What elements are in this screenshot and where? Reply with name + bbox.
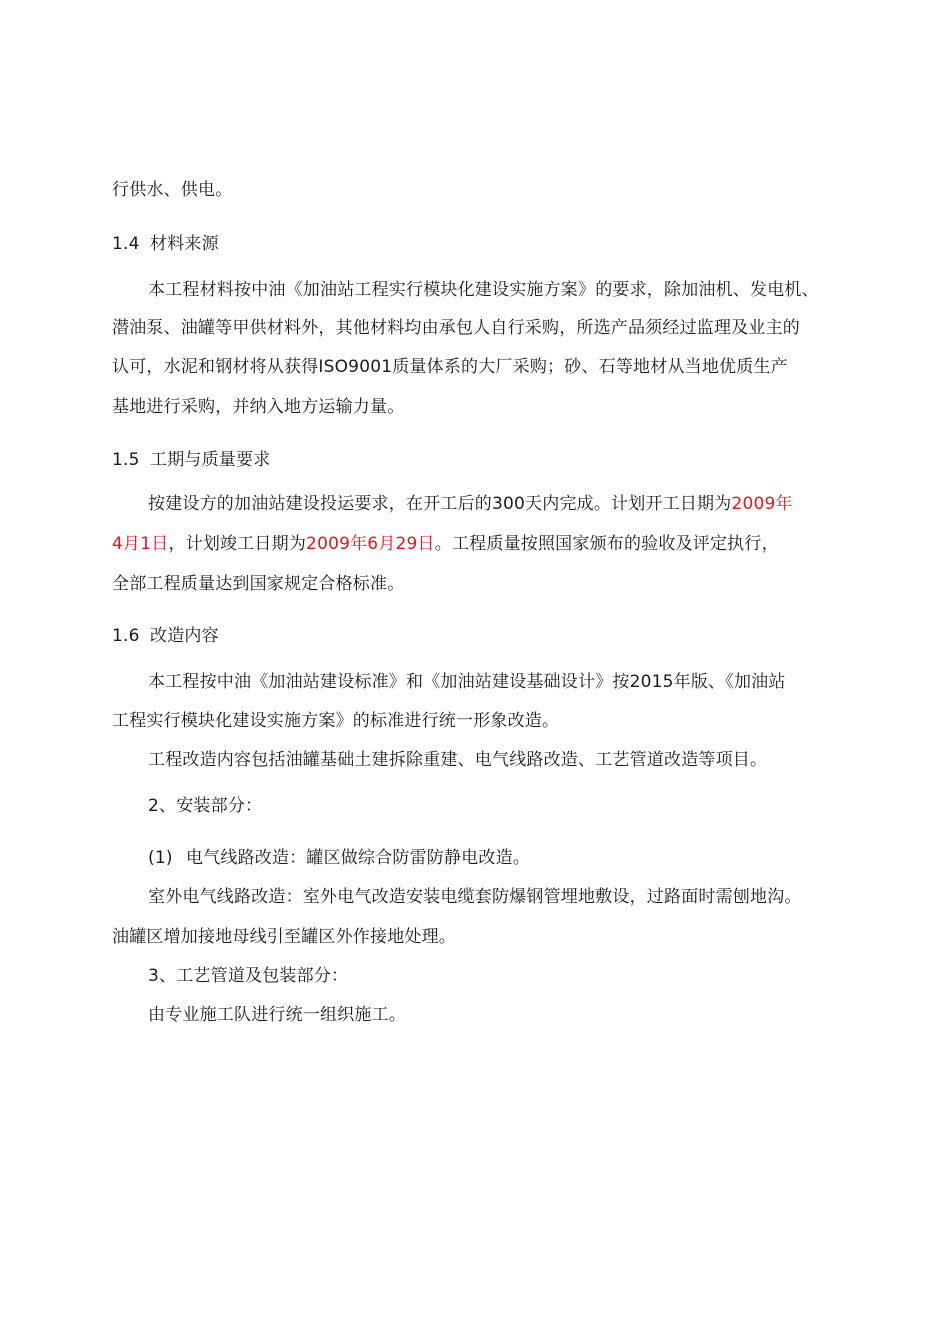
schedule-text: ，计划竣工日期为 <box>168 534 307 554</box>
paragraph-line: 油罐区增加接地母线引至罐区外作接地处理。 <box>112 927 456 947</box>
continued-paragraph: 行供水、供电。 <box>112 180 233 200</box>
paragraph-line: 本工程材料按中油《加油站工程实行模块化建设实施方案》的要求，除加油机、发电机、 <box>148 280 819 300</box>
schedule-text: 按建设方的加油站建设投运要求，在开工后的300天内完成。计划开工日期为 <box>148 494 732 514</box>
paragraph-line: 全部工程质量达到国家规定合格标准。 <box>112 574 405 594</box>
start-date-day: 4月1日 <box>112 534 169 554</box>
paragraph-line: 由专业施工队进行统一组织施工。 <box>148 1005 406 1025</box>
section-heading-1-6 <box>112 624 219 648</box>
paragraph-line <box>148 492 793 516</box>
subitem-text: 电气线路改造：罐区做综合防雷防静电改造。 <box>186 848 530 868</box>
paragraph-line: 工程实行模块化建设实施方案》的标准进行统一形象改造。 <box>112 711 560 731</box>
list-item-heading: 3、工艺管道及包装部分： <box>148 966 349 986</box>
list-item-heading: 2、安装部分： <box>148 796 263 816</box>
schedule-text: 。工程质量按照国家颁布的验收及评定执行， <box>434 534 779 554</box>
completion-date: 2009年6月29日 <box>306 534 435 554</box>
paragraph-line: 工程改造内容包括油罐基础土建拆除重建、电气线路改造、工艺管道改造等项目。 <box>148 750 768 770</box>
section-heading-1-5 <box>112 448 270 472</box>
section-heading-1-4 <box>112 232 219 256</box>
paragraph-line: 本工程按中油《加油站建设标准》和《加油站建设基础设计》按2015年版、《加油站 <box>148 672 786 692</box>
section-number: 1.6 <box>112 626 140 646</box>
paragraph-line <box>112 532 779 556</box>
section-number: 1.5 <box>112 450 140 470</box>
section-number: 1.4 <box>112 234 140 254</box>
start-date-year: 2009年 <box>731 494 793 514</box>
subitem-number: (1) <box>148 848 173 868</box>
paragraph-line: 室外电气线路改造：室外电气改造安装电缆套防爆钢管埋地敷设，过路面时需刨地沟。 <box>148 887 802 907</box>
list-subitem <box>148 846 530 870</box>
section-title: 改造内容 <box>150 626 219 646</box>
section-title: 工期与质量要求 <box>150 450 271 470</box>
paragraph-line: 基地进行采购，并纳入地方运输力量。 <box>112 397 405 417</box>
paragraph-line: 潜油泵、油罐等甲供材料外，其他材料均由承包人自行采购，所选产品须经过监理及业主的 <box>112 318 800 338</box>
paragraph-line: 认可，水泥和钢材将从获得ISO9001质量体系的大厂采购；砂、石等地材从当地优质生产 <box>112 357 788 377</box>
section-title: 材料来源 <box>150 234 219 254</box>
